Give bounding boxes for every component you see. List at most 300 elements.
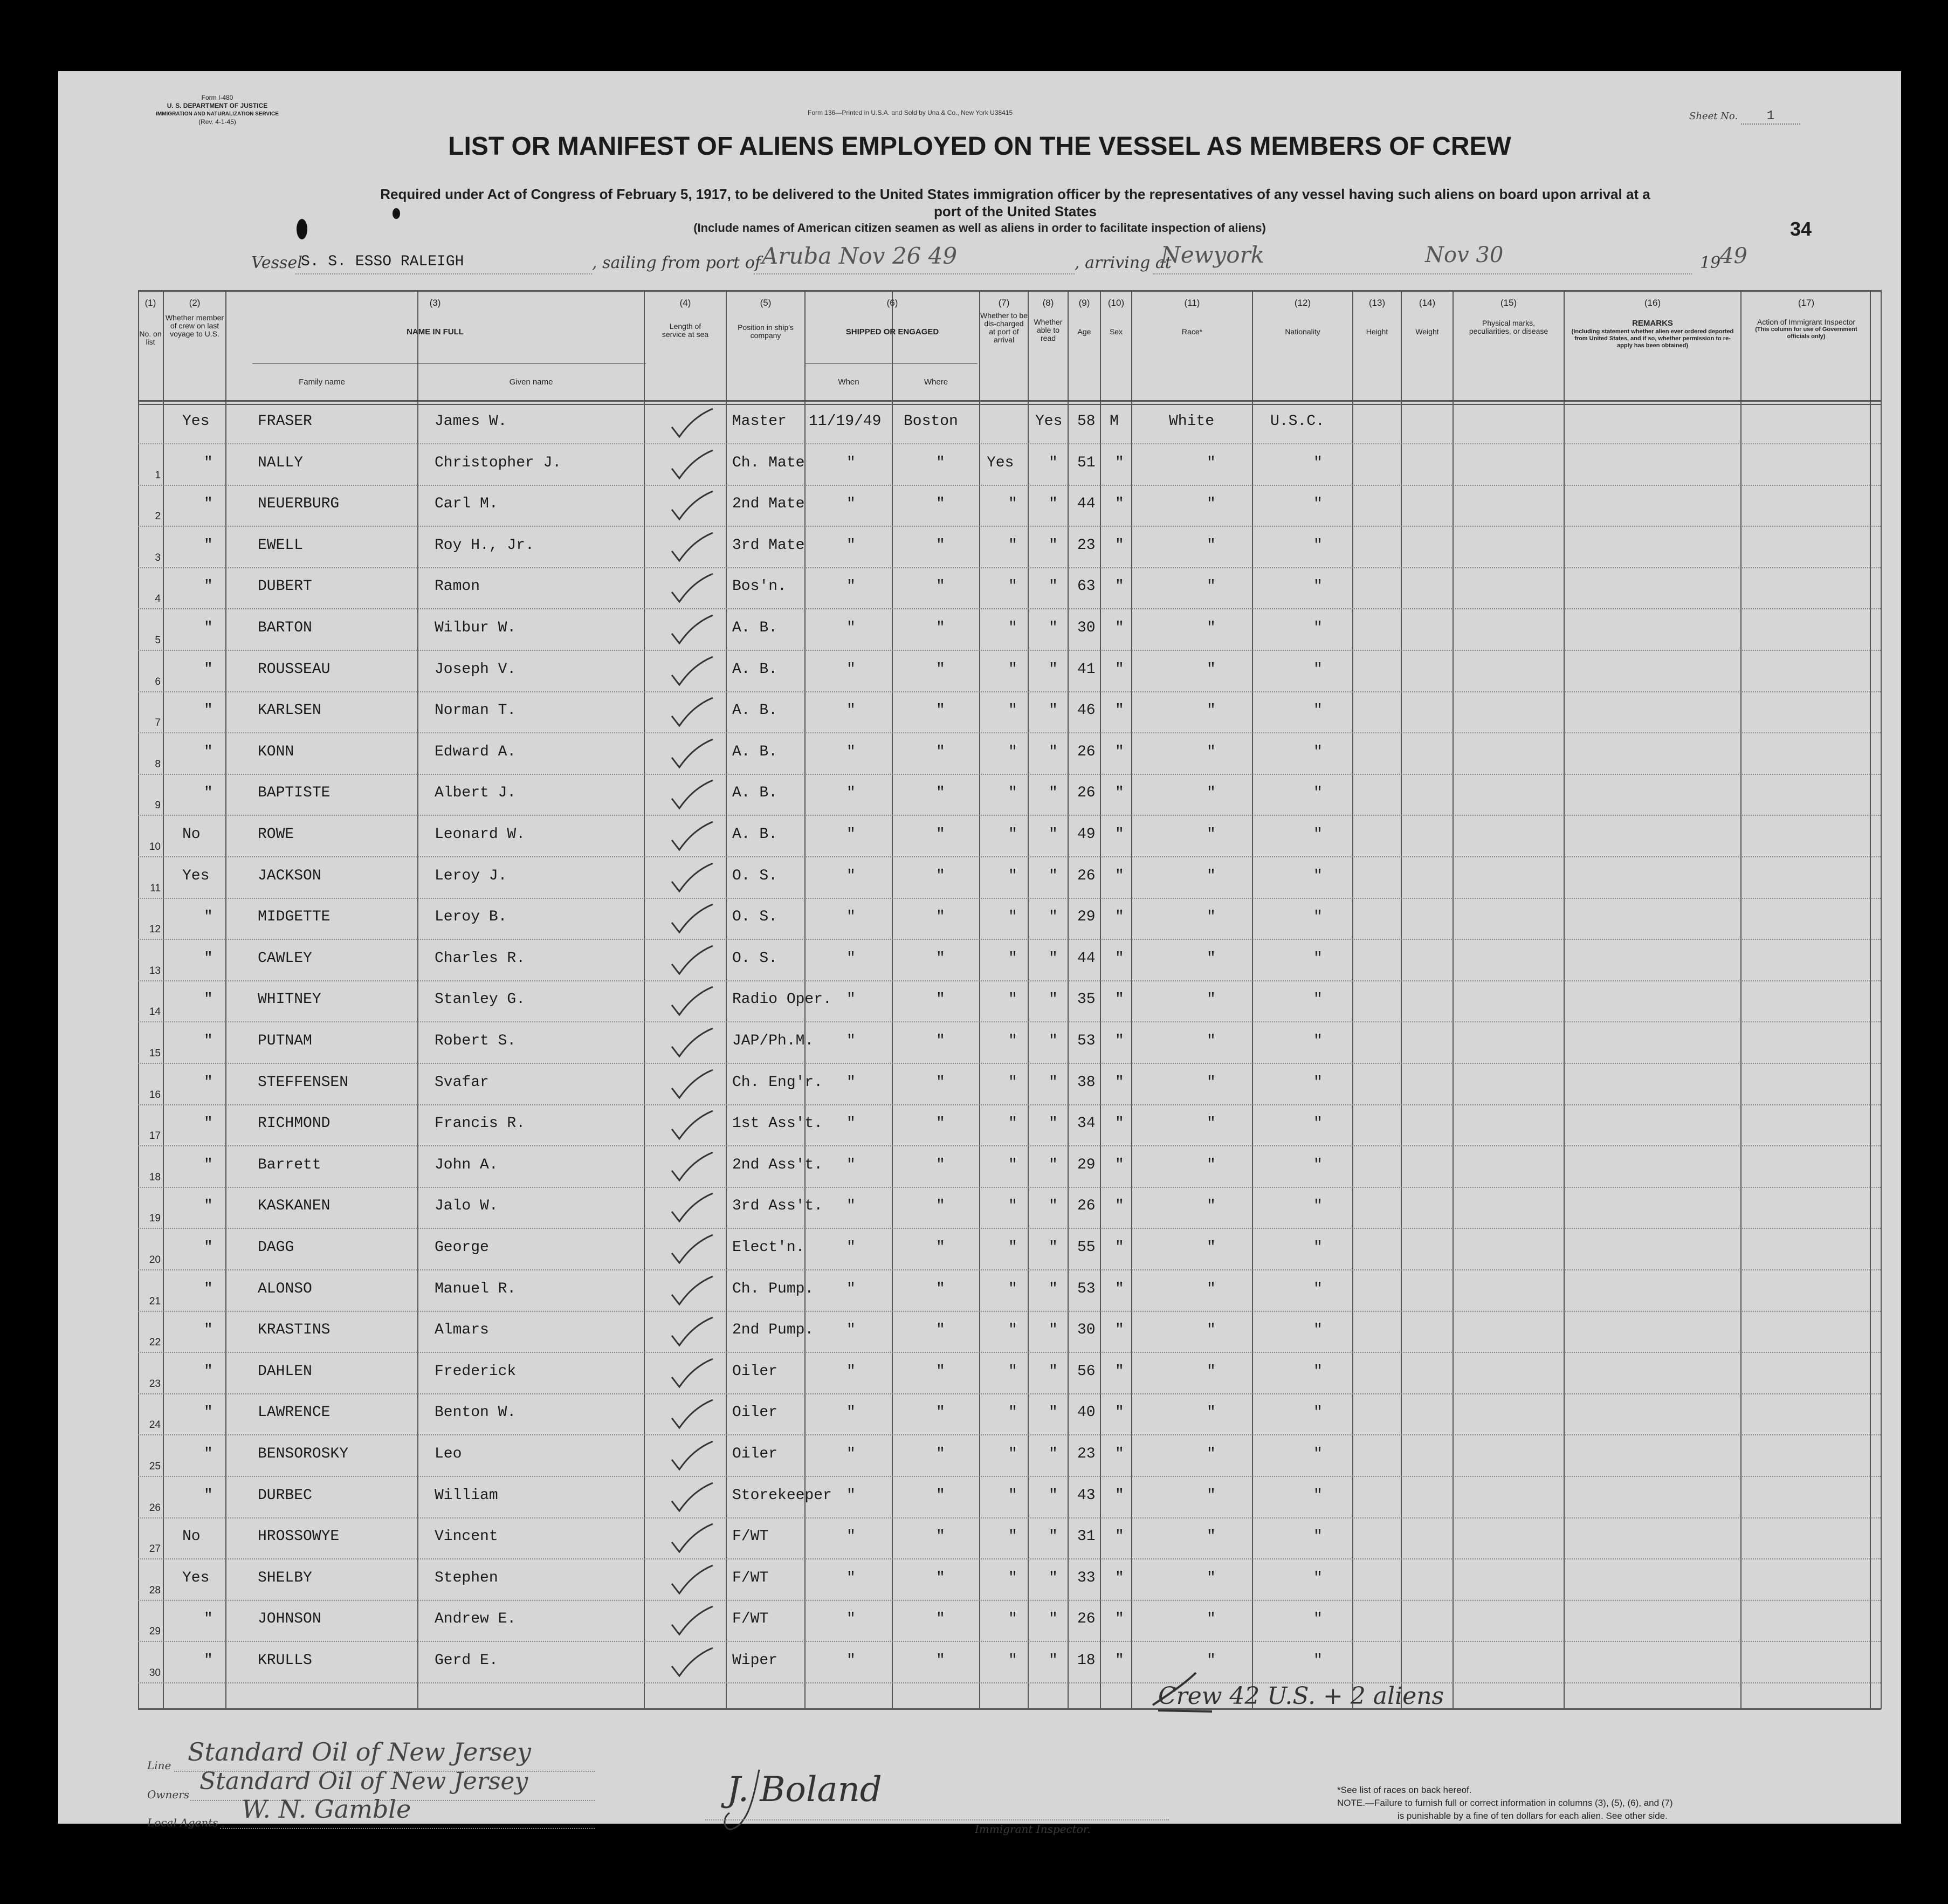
cell-last-voyage: " <box>204 1198 213 1215</box>
cell-given: Charles R. <box>435 950 526 967</box>
cell-discharged: " <box>1008 1033 1017 1049</box>
column-rule <box>138 290 139 1709</box>
col-1-title: No. on list <box>139 329 162 346</box>
checkmark-icon <box>667 1109 689 1138</box>
document-title: LIST OR MANIFEST OF ALIENS EMPLOYED ON THE VESSEL AS MEMBERS OF CREW <box>448 132 1511 161</box>
cell-race: " <box>1207 1652 1216 1669</box>
row-separator <box>138 1682 1881 1683</box>
cell-nationality: " <box>1313 1404 1323 1421</box>
cell-sex: " <box>1115 620 1124 636</box>
shipped-where-header: Where <box>924 377 948 387</box>
column-rule <box>1564 290 1565 1709</box>
cell-nationality: " <box>1313 1652 1323 1669</box>
cell-family: DAGG <box>258 1239 294 1256</box>
cell-where: " <box>936 991 945 1008</box>
cell-given: Carl M. <box>435 496 498 513</box>
col-12-number: (12) <box>1294 298 1311 308</box>
cell-where: " <box>936 1033 945 1049</box>
col-2-title: Whether member of crew on last voyage to U.S. <box>165 313 224 338</box>
cell-where: " <box>936 743 945 760</box>
col-6-header <box>806 298 979 337</box>
cell-discharged: " <box>1008 1487 1017 1504</box>
column-rule <box>726 290 727 1709</box>
checkmark-icon <box>667 778 689 807</box>
cell-when: " <box>846 743 856 760</box>
cell-sex: " <box>1115 1156 1124 1173</box>
cell-when: " <box>846 537 856 554</box>
cell-given: Stephen <box>435 1569 498 1586</box>
cell-given: Gerd E. <box>435 1652 498 1669</box>
column-rule <box>417 290 418 1709</box>
cell-read: " <box>1049 867 1058 884</box>
penalty-note-1: NOTE.—Failure to furnish full or correct information in columns (3), (5), (6), and (7) <box>1337 1798 1673 1808</box>
cell-race: " <box>1207 661 1216 678</box>
cell-position: 2nd Mate <box>732 496 805 513</box>
cell-sex: " <box>1115 1528 1124 1545</box>
page-stamp-number: 34 <box>1790 218 1812 240</box>
col-11-number: (11) <box>1184 298 1200 308</box>
row-separator <box>138 1187 1881 1188</box>
cell-last-voyage: No <box>182 826 201 843</box>
cell-read: " <box>1049 1404 1058 1421</box>
cell-sex: " <box>1115 1652 1124 1669</box>
cell-race: " <box>1207 620 1216 636</box>
checkmark-icon <box>667 985 689 1014</box>
service-name: IMMIGRATION AND NATURALIZATION SERVICE <box>156 111 279 117</box>
column-rule <box>1881 290 1882 1709</box>
cell-age: 23 <box>1077 537 1096 554</box>
cell-where: " <box>936 1322 945 1339</box>
col-5-number: (5) <box>760 298 772 308</box>
checkmark-icon <box>667 407 689 436</box>
cell-sex: " <box>1115 537 1124 554</box>
cell-where: " <box>936 909 945 926</box>
column-rule <box>1870 290 1871 1709</box>
cell-family: JOHNSON <box>258 1611 321 1628</box>
column-rule <box>979 290 980 1709</box>
cell-nationality: " <box>1313 1363 1323 1380</box>
cell-race: " <box>1207 454 1216 471</box>
cell-sex: " <box>1115 1198 1124 1215</box>
column-rule <box>1352 290 1353 1709</box>
cell-race: " <box>1207 909 1216 926</box>
cell-position: Storekeeper <box>732 1487 832 1504</box>
row-separator <box>138 608 1881 609</box>
checkmark-icon <box>667 572 689 601</box>
table-bottom-border <box>138 1708 1881 1710</box>
cell-family: ROWE <box>258 826 294 843</box>
cell-race: " <box>1207 496 1216 513</box>
col-9-title: Age <box>1077 327 1091 336</box>
cell-where: " <box>936 496 945 513</box>
form-number: Form I-480 <box>201 94 233 101</box>
cell-nationality: " <box>1313 620 1323 636</box>
cell-discharged: " <box>1008 1115 1017 1132</box>
cell-no: 30 <box>149 1667 161 1679</box>
row-separator <box>138 485 1881 486</box>
col-14-number: (14) <box>1419 298 1436 308</box>
document-subtitle <box>166 185 1864 220</box>
checkmark-icon <box>667 944 689 973</box>
owners-value-handwritten: Standard Oil of New Jersey <box>199 1768 528 1795</box>
cell-family: JACKSON <box>258 867 321 884</box>
cell-position: A. B. <box>732 661 778 678</box>
cell-no: 17 <box>149 1130 161 1142</box>
col-3-number: (3) <box>429 298 441 308</box>
cell-age: 29 <box>1077 1156 1096 1173</box>
cell-nationality: " <box>1313 785 1323 802</box>
column-rule <box>225 290 226 1709</box>
col-4-title: Length of service at sea <box>662 322 709 339</box>
checkmark-icon <box>667 1604 689 1633</box>
cell-position: Oiler <box>732 1446 778 1462</box>
vessel-underline <box>295 273 592 274</box>
cell-sex: M <box>1110 413 1119 430</box>
column-rule <box>163 290 164 1709</box>
col-7-number: (7) <box>998 298 1010 308</box>
cell-given: Ramon <box>435 578 480 595</box>
cell-last-voyage: " <box>204 578 213 595</box>
cell-position: 2nd Ass't. <box>732 1156 823 1173</box>
row-separator <box>138 1228 1881 1229</box>
cell-nationality: " <box>1313 1611 1323 1628</box>
cell-no: 21 <box>149 1295 161 1307</box>
col-4-number: (4) <box>679 298 691 308</box>
signature-flourish-icon <box>721 1764 791 1834</box>
cell-discharged: " <box>1008 743 1017 760</box>
cell-sex: " <box>1115 1115 1124 1132</box>
cell-where: " <box>936 785 945 802</box>
col-16-number: (16) <box>1644 298 1661 308</box>
col-10-header <box>1101 298 1131 336</box>
cell-nationality: " <box>1313 991 1323 1008</box>
cell-last-voyage: " <box>204 1652 213 1669</box>
cell-no: 20 <box>149 1254 161 1266</box>
checkmark-icon <box>667 1357 689 1386</box>
cell-position: Ch. Eng'r. <box>732 1074 823 1091</box>
cell-age: 40 <box>1077 1404 1096 1421</box>
cell-read: " <box>1049 578 1058 595</box>
cell-read: " <box>1049 743 1058 760</box>
cell-family: KRASTINS <box>258 1322 331 1339</box>
cell-when: " <box>846 950 856 967</box>
cell-age: 44 <box>1077 950 1096 967</box>
cell-when: " <box>846 1074 856 1091</box>
cell-given: William <box>435 1487 498 1504</box>
cell-position: F/WT <box>732 1611 769 1628</box>
cell-age: 18 <box>1077 1652 1096 1669</box>
cell-nationality: " <box>1313 1487 1323 1504</box>
cell-family: BAPTISTE <box>258 785 331 802</box>
cell-nationality: " <box>1313 1569 1323 1586</box>
cell-nationality: " <box>1313 537 1323 554</box>
cell-no: 9 <box>155 800 161 812</box>
cell-position: A. B. <box>732 702 778 719</box>
cell-sex: " <box>1115 826 1124 843</box>
cell-when: " <box>846 702 856 719</box>
cell-position: A. B. <box>732 743 778 760</box>
cell-position: Elect'n. <box>732 1239 805 1256</box>
cell-given: Norman T. <box>435 702 517 719</box>
cell-sex: " <box>1115 496 1124 513</box>
cell-given: Svafar <box>435 1074 489 1091</box>
cell-read: " <box>1049 1033 1058 1049</box>
cell-where: " <box>936 702 945 719</box>
col-16-subtitle: (Including statement whether alien ever ordered deported from United States, and if so, whether permission to re-apply has been obtained) <box>1571 328 1734 349</box>
cell-read: " <box>1049 620 1058 636</box>
row-separator <box>138 774 1881 775</box>
arriving-port-handwritten: Newyork <box>1161 242 1265 268</box>
cell-read: " <box>1049 909 1058 926</box>
row-separator <box>138 980 1881 981</box>
cell-last-voyage: No <box>182 1528 201 1545</box>
cell-last-voyage: " <box>204 1322 213 1339</box>
cell-last-voyage: " <box>204 1239 213 1256</box>
cell-no: 25 <box>149 1461 161 1472</box>
cell-nationality: " <box>1313 1074 1323 1091</box>
col-15-header <box>1454 298 1564 335</box>
col-17-title: Action of Immigrant Inspector <box>1757 318 1856 326</box>
cell-when: " <box>846 1569 856 1586</box>
cell-last-voyage: " <box>204 1115 213 1132</box>
cell-nationality: " <box>1313 1033 1323 1049</box>
cell-discharged: " <box>1008 537 1017 554</box>
cell-no: 27 <box>149 1543 161 1555</box>
cell-family: RICHMOND <box>258 1115 331 1132</box>
cell-race: " <box>1207 1487 1216 1504</box>
cell-where: " <box>936 620 945 636</box>
cell-given: Joseph V. <box>435 661 517 678</box>
cell-discharged: Yes <box>987 454 1014 471</box>
arriving-label: , arriving at <box>1075 253 1172 272</box>
cell-family: KARLSEN <box>258 702 321 719</box>
cell-last-voyage: " <box>204 743 213 760</box>
line-label: Line <box>147 1759 171 1772</box>
cell-when: " <box>846 578 856 595</box>
cell-sex: " <box>1115 1033 1124 1049</box>
cell-when: " <box>846 1446 856 1462</box>
given-name-header: Given name <box>509 377 553 387</box>
sheet-no-value: 1 <box>1741 109 1800 125</box>
cell-where: " <box>936 1239 945 1256</box>
cell-sex: " <box>1115 950 1124 967</box>
sheet-number <box>1689 109 1800 125</box>
cell-when: " <box>846 867 856 884</box>
cell-last-voyage: " <box>204 1446 213 1462</box>
cell-given: Vincent <box>435 1528 498 1545</box>
cell-last-voyage: " <box>204 785 213 802</box>
cell-age: 51 <box>1077 454 1096 471</box>
cell-last-voyage: Yes <box>182 867 210 884</box>
cell-given: Manuel R. <box>435 1280 517 1297</box>
name-subheader-rule <box>252 363 646 364</box>
cell-no: 8 <box>155 758 161 770</box>
cell-where: Boston <box>904 413 958 430</box>
cell-read: " <box>1049 1611 1058 1628</box>
cell-given: Leroy B. <box>435 909 507 926</box>
col-16-title: REMARKS <box>1632 319 1673 328</box>
cell-read: " <box>1049 702 1058 719</box>
cell-race: " <box>1207 785 1216 802</box>
cell-where: " <box>936 1652 945 1669</box>
year-suffix-handwritten: 49 <box>1720 244 1747 269</box>
cell-age: 26 <box>1077 867 1096 884</box>
cell-discharged: " <box>1008 1652 1017 1669</box>
cell-given: Albert J. <box>435 785 517 802</box>
cell-family: LAWRENCE <box>258 1404 331 1421</box>
cell-nationality: U.S.C. <box>1270 413 1325 430</box>
cell-read: " <box>1049 1156 1058 1173</box>
col-10-number: (10) <box>1107 298 1125 308</box>
row-separator <box>138 1517 1881 1518</box>
cell-read: " <box>1049 1363 1058 1380</box>
cell-no: 3 <box>155 552 161 563</box>
cell-race: " <box>1207 867 1216 884</box>
col-13-number: (13) <box>1368 298 1386 308</box>
cell-race: " <box>1207 1528 1216 1545</box>
row-separator <box>138 1021 1881 1022</box>
shipped-subheader-rule <box>805 363 978 364</box>
cell-family: NALLY <box>258 454 304 471</box>
cell-last-voyage: " <box>204 496 213 513</box>
cell-discharged: " <box>1008 1198 1017 1215</box>
checkmark-icon <box>667 1481 689 1510</box>
cell-given: Roy H., Jr. <box>435 537 534 554</box>
cell-when: " <box>846 1611 856 1628</box>
cell-position: O. S. <box>732 950 778 967</box>
cell-position: Bos'n. <box>732 578 787 595</box>
cell-read: " <box>1049 1239 1058 1256</box>
cell-age: 30 <box>1077 620 1096 636</box>
checkmark-icon <box>667 1563 689 1592</box>
checkmark-icon <box>667 737 689 766</box>
cell-race: " <box>1207 1322 1216 1339</box>
cell-last-voyage: " <box>204 1074 213 1091</box>
cell-nationality: " <box>1313 867 1323 884</box>
col-9-number: (9) <box>1078 298 1090 308</box>
cell-given: Andrew E. <box>435 1611 517 1628</box>
cell-read: " <box>1049 454 1058 471</box>
cell-sex: " <box>1115 702 1124 719</box>
cell-age: 33 <box>1077 1569 1096 1586</box>
column-rule <box>1740 290 1742 1709</box>
cell-given: George <box>435 1239 489 1256</box>
col-13-title: Height <box>1366 327 1388 336</box>
cell-when: 11/19/49 <box>809 413 882 430</box>
cell-read: " <box>1049 826 1058 843</box>
cell-read: " <box>1049 1198 1058 1215</box>
column-rule <box>1401 290 1402 1709</box>
cell-age: 23 <box>1077 1446 1096 1462</box>
form-sheet <box>58 71 1901 1836</box>
cell-age: 53 <box>1077 1280 1096 1297</box>
agents-label: Local Agents <box>147 1816 218 1829</box>
cell-age: 38 <box>1077 1074 1096 1091</box>
row-separator <box>138 567 1881 568</box>
cell-nationality: " <box>1313 578 1323 595</box>
col-12-title: Nationality <box>1285 327 1320 336</box>
row-separator <box>138 1393 1881 1394</box>
cell-sex: " <box>1115 1363 1124 1380</box>
cell-family: Barrett <box>258 1156 321 1173</box>
cell-no: 14 <box>149 1006 161 1018</box>
cell-when: " <box>846 1198 856 1215</box>
cell-where: " <box>936 826 945 843</box>
cell-family: EWELL <box>258 537 304 554</box>
col-7-title: Whether to be dis-charged at port of arrival <box>980 311 1028 344</box>
cell-discharged: " <box>1008 909 1017 926</box>
form-identification <box>131 94 304 126</box>
row-separator <box>138 1104 1881 1105</box>
cell-where: " <box>936 1611 945 1628</box>
col-4-header <box>645 298 726 339</box>
cell-no: 23 <box>149 1378 161 1390</box>
column-rule <box>1028 290 1029 1709</box>
cell-no: 13 <box>149 965 161 977</box>
cell-when: " <box>846 1280 856 1297</box>
checkmark-icon <box>667 1398 689 1427</box>
cell-discharged: " <box>1008 702 1017 719</box>
cell-age: 35 <box>1077 991 1096 1008</box>
cell-discharged: " <box>1008 578 1017 595</box>
cell-race: " <box>1207 1446 1216 1462</box>
sailing-label: , sailing from port of <box>592 253 761 272</box>
checkmark-icon <box>667 655 689 684</box>
cell-last-voyage: " <box>204 1487 213 1504</box>
cell-race: " <box>1207 1569 1216 1586</box>
vessel-name: S. S. ESSO RALEIGH <box>301 253 464 270</box>
cell-race: " <box>1207 578 1216 595</box>
cell-age: 58 <box>1077 413 1096 430</box>
row-separator <box>138 1063 1881 1064</box>
row-separator <box>138 1352 1881 1353</box>
cell-sex: " <box>1115 785 1124 802</box>
cell-age: 26 <box>1077 785 1096 802</box>
cell-discharged: " <box>1008 826 1017 843</box>
cell-age: 53 <box>1077 1033 1096 1049</box>
cell-when: " <box>846 1404 856 1421</box>
cell-sex: " <box>1115 1446 1124 1462</box>
family-name-header: Family name <box>299 377 345 387</box>
col-1-header <box>138 298 163 346</box>
checkmark-icon <box>667 1068 689 1097</box>
cell-no: 6 <box>155 676 161 688</box>
cell-given: Almars <box>435 1322 489 1339</box>
col-2-header <box>164 298 225 338</box>
cell-sex: " <box>1115 909 1124 926</box>
inspector-label: Immigrant Inspector. <box>975 1823 1091 1836</box>
cell-family: DAHLEN <box>258 1363 312 1380</box>
cell-last-voyage: " <box>204 1033 213 1049</box>
cell-sex: " <box>1115 1569 1124 1586</box>
cell-nationality: " <box>1313 826 1323 843</box>
cell-read: " <box>1049 1569 1058 1586</box>
row-separator <box>138 650 1881 651</box>
cell-position: 3rd Mate <box>732 537 805 554</box>
cell-discharged: " <box>1008 1280 1017 1297</box>
shipped-when-header: When <box>838 377 859 387</box>
cell-race: " <box>1207 1033 1216 1049</box>
cell-position: A. B. <box>732 620 778 636</box>
col-6-number: (6) <box>886 298 898 308</box>
row-separator <box>138 1434 1881 1435</box>
cell-nationality: " <box>1313 743 1323 760</box>
col-8-title: Whether able to read <box>1034 318 1063 342</box>
cell-where: " <box>936 1569 945 1586</box>
cell-position: Oiler <box>732 1404 778 1421</box>
cell-race: " <box>1207 743 1216 760</box>
cell-when: " <box>846 1528 856 1545</box>
